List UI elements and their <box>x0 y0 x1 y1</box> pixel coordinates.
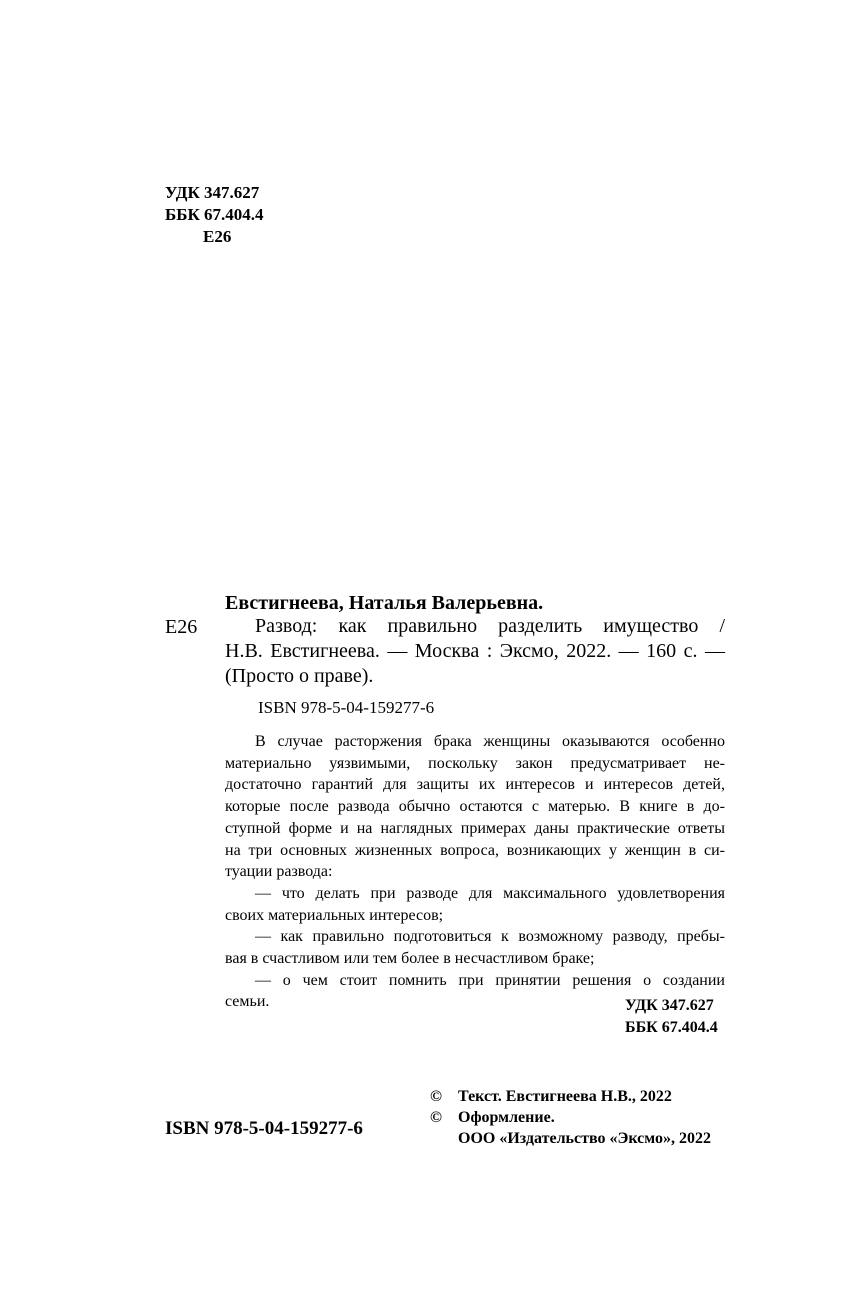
top-classification-codes <box>165 182 264 248</box>
copyright-symbol: © <box>430 1109 442 1126</box>
bibliographic-description <box>225 614 725 689</box>
copyright-symbol: © <box>430 1088 442 1105</box>
copyright-design-row <box>430 1107 711 1128</box>
annotation-line: туации развода: <box>225 863 333 881</box>
annotation-line: на три основных жизненных вопроса, возникающих у женщин в си- <box>225 841 725 859</box>
annotation-line: материально уязвимыми, поскольку закон предусматривает не- <box>225 754 725 772</box>
copyright-publisher-row <box>430 1128 711 1149</box>
copyright-design: Оформление. <box>458 1109 555 1126</box>
shelfmark: Е26 <box>165 616 198 638</box>
annotation-line: — что делать при разводе для максимального удовлетворения <box>255 884 725 902</box>
annotation-line: своих материальных интересов; <box>225 906 444 924</box>
annotation-line: — как правильно подготовиться к возможному разводу, пребы- <box>255 928 725 946</box>
copyright-block <box>430 1086 711 1149</box>
annotation-line: достаточно гарантий для защиты их интересов и интересов детей, <box>225 776 725 794</box>
bbk-code-bottom: ББК 67.404.4 <box>625 1019 718 1036</box>
bottom-classification-codes <box>625 995 718 1039</box>
description-line: (Просто о праве). <box>225 665 374 687</box>
annotation-line: В случае расторжения брака женщины оказываются особенно <box>255 733 725 750</box>
description-line: Развод: как правильно разделить имущество / <box>255 615 725 637</box>
copyright-publisher: ООО «Издательство «Эксмо», 2022 <box>458 1130 711 1147</box>
annotation <box>225 731 725 1013</box>
annotation-line: — о чем стоит помнить при принятии решения о создании <box>255 971 725 989</box>
copyright-text: Текст. Евстигнеева Н.В., 2022 <box>458 1088 672 1105</box>
annotation-line: вая в счастливом или тем более в несчастливом браке; <box>225 950 595 968</box>
annotation-line: семьи. <box>225 993 270 1011</box>
isbn-bottom: ISBN 978-5-04-159277-6 <box>165 1118 363 1139</box>
description-line: Н.В. Евстигнеева. — Москва : Эксмо, 2022. — 160 с. — <box>225 640 725 662</box>
annotation-line: которые после развода обычно остаются с матерью. В книге в до- <box>225 798 725 816</box>
bbk-code-top: ББК 67.404.4 <box>165 205 264 224</box>
annotation-line: ступной форме и на наглядных примерах даны практические ответы <box>225 819 725 837</box>
udk-code-top: УДК 347.627 <box>165 183 260 202</box>
udk-code-bottom: УДК 347.627 <box>625 997 714 1014</box>
author-heading: Евстигнеева, Наталья Валерьевна. <box>225 592 544 614</box>
author-mark-top: Е26 <box>203 227 232 246</box>
isbn-entry: ISBN 978-5-04-159277-6 <box>258 698 435 717</box>
copyright-text-row <box>430 1086 711 1107</box>
